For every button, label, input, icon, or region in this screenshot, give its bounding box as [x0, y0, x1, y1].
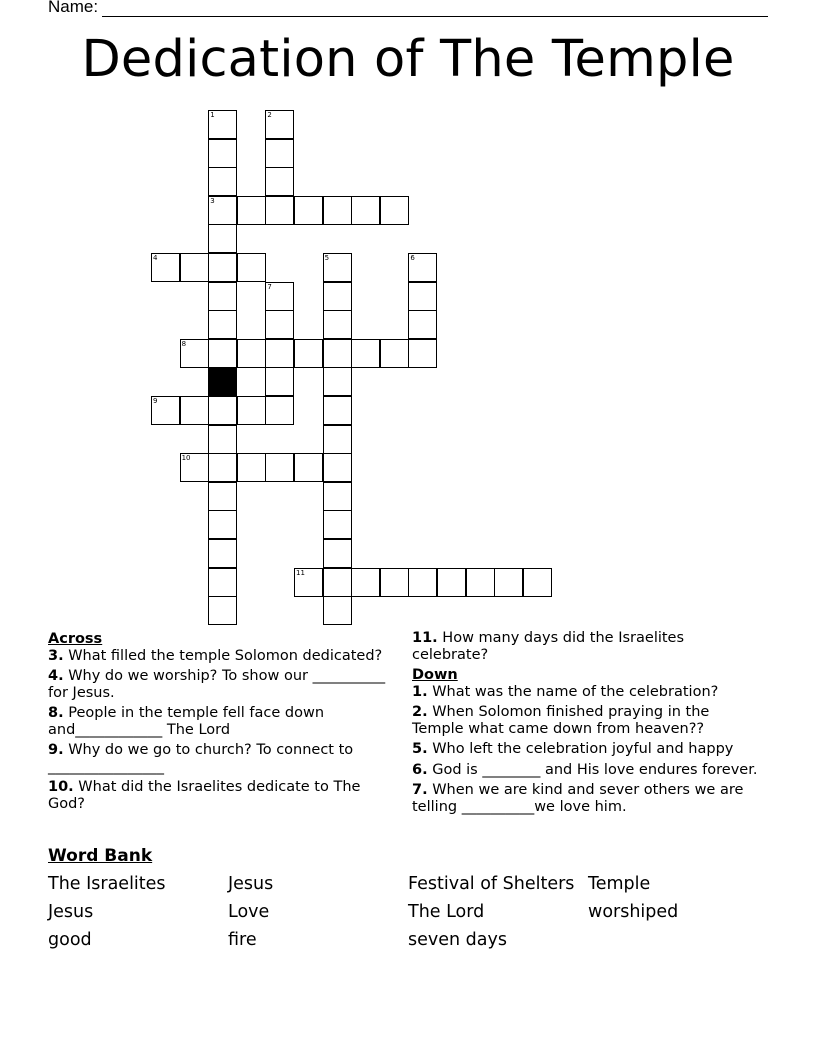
word-bank-word: seven days [408, 930, 507, 950]
clue-number: 5. [412, 741, 428, 757]
clues-column-right [412, 630, 762, 819]
crossword-cell[interactable] [294, 568, 323, 597]
clue-number-label: 9 [153, 397, 158, 405]
crossword-cell[interactable] [323, 482, 352, 511]
crossword-cell[interactable] [494, 568, 523, 597]
crossword-cell[interactable] [323, 510, 352, 539]
clue-number: 1. [412, 683, 428, 700]
clue-number-label: 2 [267, 111, 272, 119]
crossword-cell[interactable] [237, 453, 266, 482]
clue-text: What was the name of the celebration? [427, 683, 719, 700]
crossword-cell[interactable] [294, 196, 323, 225]
clue-text: Why do we go to church? To connect to ________________ [48, 742, 354, 775]
crossword-cell[interactable] [208, 167, 237, 196]
clue-down-7 [412, 782, 762, 815]
name-label: Name: [48, 0, 99, 16]
clue-number-label: 8 [181, 339, 187, 348]
crossword-cell[interactable] [323, 339, 352, 368]
crossword-cell[interactable] [151, 396, 180, 425]
clue-text: What did the Israelites dedicate to The God? [48, 779, 361, 812]
crossword-cell[interactable] [208, 339, 237, 368]
word-bank-title: Word Bank [48, 846, 153, 866]
crossword-cell[interactable] [294, 339, 323, 368]
crossword-cell[interactable] [180, 339, 209, 368]
crossword-black-cell [208, 367, 237, 396]
name-blank-line[interactable] [102, 0, 768, 17]
crossword-cell[interactable] [208, 224, 237, 253]
clue-text: God is ________ and His love endures forever. [427, 761, 758, 778]
clue-number: 8. [48, 705, 64, 721]
crossword-cell[interactable] [208, 282, 237, 311]
word-bank-word: Jesus [228, 874, 274, 894]
crossword-cell[interactable] [265, 167, 294, 196]
crossword-cell[interactable] [208, 396, 237, 425]
crossword-cell[interactable] [180, 396, 209, 425]
crossword-cell[interactable] [351, 339, 380, 368]
crossword-cell[interactable] [323, 396, 352, 425]
crossword-cell[interactable] [237, 339, 266, 368]
crossword-cell[interactable] [208, 482, 237, 511]
word-bank-word: Jesus [48, 902, 94, 922]
page-title: Dedication of The Temple [81, 30, 735, 89]
clue-down-2 [412, 704, 762, 737]
clue-down-5 [412, 741, 762, 758]
crossword-cell[interactable] [323, 539, 352, 568]
clue-text: How many days did the Israelites celebrate? [412, 630, 685, 663]
down-heading: Down [412, 667, 458, 683]
word-bank-word: worshiped [588, 902, 679, 922]
across-heading: Across [48, 631, 103, 647]
crossword-cell[interactable] [180, 253, 209, 282]
crossword-cell[interactable] [408, 282, 437, 311]
word-bank-word: Temple [588, 874, 651, 894]
clue-number: 11. [412, 630, 438, 646]
crossword-cell[interactable] [208, 596, 237, 625]
clue-number-label: 6 [410, 254, 415, 262]
word-bank-word: The Israelites [48, 874, 166, 894]
clue-number-label: 7 [267, 282, 272, 291]
crossword-cell[interactable] [265, 282, 294, 311]
crossword-cell[interactable] [265, 339, 294, 368]
word-bank-word: good [48, 930, 92, 950]
clue-text: Why do we worship? To show our __________ for Jesus. [48, 668, 386, 701]
crossword-cell[interactable] [408, 253, 437, 282]
crossword-cell[interactable] [351, 568, 380, 597]
crossword-cell[interactable] [265, 453, 294, 482]
clue-across-10 [48, 779, 388, 812]
clue-number: 4. [48, 668, 64, 684]
crossword-cell[interactable] [323, 253, 352, 282]
crossword-cell[interactable] [323, 196, 352, 225]
clue-number: 7. [412, 782, 428, 798]
clue-across-8 [48, 705, 388, 738]
clue-across-9 [48, 742, 388, 775]
crossword-cell[interactable] [208, 510, 237, 539]
clue-number: 3. [48, 647, 64, 664]
crossword-cell[interactable] [408, 568, 437, 597]
clue-number-label: 11 [296, 568, 305, 577]
crossword-cell[interactable] [208, 453, 237, 482]
crossword-cell[interactable] [265, 310, 294, 339]
clue-text: When Solomon finished praying in the Temple what came down from heaven?? [412, 704, 710, 737]
crossword-cell[interactable] [180, 453, 209, 482]
word-bank-word: fire [228, 930, 257, 950]
crossword-cell[interactable] [523, 568, 552, 597]
crossword-cell[interactable] [208, 310, 237, 339]
clue-text: People in the temple fell face down and____________ The Lord [48, 705, 325, 738]
crossword-cell[interactable] [408, 339, 437, 368]
crossword-cell[interactable] [265, 139, 294, 168]
crossword-cell[interactable] [237, 253, 266, 282]
word-bank-word: Festival of Shelters [408, 874, 575, 894]
crossword-cell[interactable] [208, 568, 237, 597]
crossword-cell[interactable] [208, 139, 237, 168]
clue-number-label: 1 [210, 111, 215, 119]
clue-text: What filled the temple Solomon dedicated? [63, 647, 383, 664]
clue-across-3 [48, 648, 388, 665]
crossword-cell[interactable] [380, 339, 409, 368]
clue-number: 9. [48, 742, 64, 758]
name-field[interactable] [48, 0, 768, 17]
clue-number-label: 10 [181, 454, 191, 463]
clue-number-label: 5 [324, 254, 330, 262]
crossword-cell[interactable] [323, 310, 352, 339]
crossword-cell[interactable] [208, 425, 237, 454]
crossword-cell[interactable] [323, 367, 352, 396]
crossword-cell[interactable] [265, 196, 294, 225]
crossword-cell[interactable] [294, 453, 323, 482]
crossword-cell[interactable] [380, 196, 409, 225]
crossword-cell[interactable] [208, 110, 237, 139]
crossword-cell[interactable] [323, 453, 352, 482]
clue-down-1 [412, 684, 762, 701]
crossword-cell[interactable] [265, 110, 294, 139]
crossword-cell[interactable] [237, 396, 266, 425]
crossword-cell[interactable] [265, 396, 294, 425]
word-bank-word: Love [228, 902, 270, 922]
crossword-cell[interactable] [237, 196, 266, 225]
crossword-cell[interactable] [323, 282, 352, 311]
crossword-cell[interactable] [265, 367, 294, 396]
clue-number: 10. [48, 779, 74, 795]
clue-number-label: 3 [210, 196, 215, 205]
crossword-cell[interactable] [351, 196, 380, 225]
clue-number: 2. [412, 704, 428, 720]
crossword-cell[interactable] [208, 539, 237, 568]
crossword-cell[interactable] [408, 310, 437, 339]
crossword-cell[interactable] [323, 425, 352, 454]
word-bank-word: The Lord [408, 902, 485, 922]
crossword-cell[interactable] [466, 568, 495, 597]
clue-text: When we are kind and sever others we are telling __________we love him. [412, 782, 744, 815]
crossword-cell[interactable] [151, 253, 180, 282]
clue-number-label: 4 [153, 254, 158, 262]
clues-column-left [48, 630, 388, 816]
crossword-cell[interactable] [437, 568, 466, 597]
clue-down-6 [412, 762, 762, 779]
crossword-cell[interactable] [380, 568, 409, 597]
crossword-cell[interactable] [208, 196, 237, 225]
clue-across-11 [412, 630, 762, 663]
clue-across-4 [48, 668, 388, 701]
clue-text: Who left the celebration joyful and happy [427, 741, 734, 757]
clue-number: 6. [412, 761, 428, 778]
crossword-cell[interactable] [208, 253, 237, 282]
crossword-cell[interactable] [208, 367, 237, 396]
crossword-cell[interactable] [323, 596, 352, 625]
crossword-cell[interactable] [323, 568, 352, 597]
